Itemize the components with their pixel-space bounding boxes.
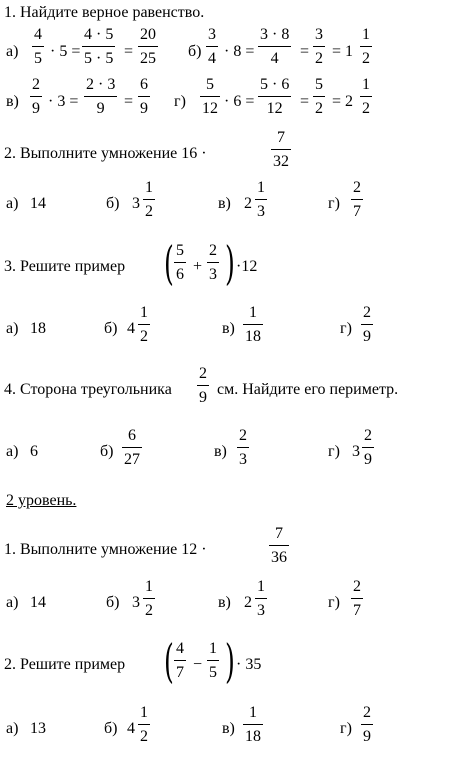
left-paren: ( [164, 634, 174, 688]
denominator: 18 [245, 728, 261, 745]
expr-text: = [124, 43, 134, 60]
numerator: 5 [206, 76, 214, 93]
numerator: 4 · 5 [84, 26, 114, 43]
denominator: 3 [257, 203, 265, 220]
fraction [138, 305, 150, 345]
option-label: в) [222, 320, 235, 337]
denominator: 32 [273, 153, 289, 170]
denominator: 9 [363, 328, 371, 345]
denominator: 7 [353, 602, 361, 619]
numerator: 3 [315, 26, 323, 43]
denominator: 2 [315, 100, 323, 117]
numerator: 7 [275, 525, 283, 542]
fraction [30, 77, 42, 117]
whole-part: 3 [132, 594, 140, 611]
expr-text: = [124, 93, 134, 110]
option-label: б) [106, 594, 120, 611]
numerator: 1 [257, 578, 265, 595]
option-label: б) [104, 320, 118, 337]
option-label: а) [6, 443, 19, 460]
denominator: 36 [271, 549, 287, 566]
fraction [351, 579, 363, 619]
expr-tail: · 35 [236, 656, 262, 673]
q2-title: 2. Выполните умножение 16 · [4, 145, 207, 162]
right-paren: ) [225, 236, 235, 290]
numerator: 1 [362, 76, 370, 93]
numerator: 2 [353, 578, 361, 595]
denominator: 9 [96, 100, 105, 117]
option-label: г) [174, 93, 186, 110]
fraction [143, 579, 155, 619]
denominator: 2 [140, 328, 148, 345]
numerator: 1 [249, 704, 257, 721]
fraction [255, 579, 267, 619]
fraction [122, 428, 142, 468]
fraction [237, 428, 249, 468]
right-paren: ) [225, 634, 235, 688]
numerator: 2 [363, 304, 371, 321]
denominator: 9 [140, 100, 148, 117]
fraction [138, 77, 150, 117]
numerator: 5 [176, 242, 184, 259]
q3-title: 3. Решите пример [4, 258, 126, 275]
fraction [258, 27, 291, 67]
option-label: а) [6, 594, 19, 611]
expr-text: = 2 [332, 93, 354, 110]
numerator: 3 · 8 [260, 26, 290, 43]
whole-part: 4 [127, 720, 135, 737]
fraction [82, 27, 115, 67]
answer-value: 6 [30, 443, 38, 460]
numerator: 2 [239, 427, 247, 444]
fraction [313, 77, 325, 117]
denominator: 3 [257, 602, 265, 619]
expr-tail: ·12 [236, 258, 258, 275]
denominator: 2 [362, 50, 370, 67]
answer-value: 13 [30, 720, 46, 737]
option-label: в) [222, 720, 235, 737]
numerator: 5 [315, 76, 323, 93]
fraction [138, 705, 150, 745]
numerator: 1 [140, 704, 148, 721]
expr-text: · 3 = [48, 93, 79, 110]
option-label: б) [100, 443, 114, 460]
numerator: 1 [145, 179, 153, 196]
denominator: 9 [364, 451, 372, 468]
denominator: 3 [209, 266, 217, 283]
denominator: 2 [315, 50, 323, 67]
numerator: 2 [364, 427, 372, 444]
fraction [255, 180, 267, 220]
option-label: г) [340, 320, 352, 337]
option-label: а) [6, 43, 19, 60]
fraction [32, 27, 44, 67]
denominator: 9 [363, 728, 371, 745]
fraction [207, 641, 219, 681]
expr-text: · 8 = [224, 43, 255, 60]
numerator: 1 [209, 640, 217, 657]
expr-text: = [300, 43, 310, 60]
numerator: 1 [249, 304, 257, 321]
numerator: 2 [32, 76, 40, 93]
answer-value: 18 [30, 320, 46, 337]
numerator: 1 [362, 26, 370, 43]
denominator: 9 [32, 100, 40, 117]
denominator: 5 [209, 664, 217, 681]
fraction [361, 705, 373, 745]
numerator: 6 [140, 76, 148, 93]
denominator: 7 [176, 664, 184, 681]
option-label: в) [218, 594, 231, 611]
option-label: а) [6, 320, 19, 337]
fraction [313, 27, 325, 67]
fraction [207, 243, 219, 283]
option-label: г) [328, 443, 340, 460]
option-label: б) [188, 43, 202, 60]
denominator: 25 [140, 50, 156, 67]
fraction [243, 705, 263, 745]
fraction [200, 77, 220, 117]
fraction [360, 27, 372, 67]
fraction [143, 180, 155, 220]
q4-title: 4. Сторона треугольника [4, 381, 172, 398]
operator: − [193, 656, 203, 673]
fraction [258, 77, 291, 117]
answer-value: 14 [30, 594, 46, 611]
fraction [361, 305, 373, 345]
numerator: 2 [199, 365, 207, 382]
numerator: 4 [176, 640, 184, 657]
whole-part: 2 [244, 594, 252, 611]
fraction [351, 180, 363, 220]
denominator: 2 [362, 100, 370, 117]
answer-value: 14 [30, 195, 46, 212]
l2-q2-title: 2. Решите пример [4, 656, 126, 673]
denominator: 5 [34, 50, 42, 67]
option-label: в) [6, 93, 19, 110]
denominator: 2 [145, 203, 153, 220]
numerator: 2 [353, 179, 361, 196]
option-label: а) [6, 195, 19, 212]
fraction [174, 641, 186, 681]
fraction [138, 27, 158, 67]
numerator: 20 [140, 26, 156, 43]
fraction [271, 130, 291, 170]
numerator: 1 [257, 179, 265, 196]
fraction [243, 305, 263, 345]
denominator: 6 [176, 266, 184, 283]
fraction [269, 526, 289, 566]
option-label: а) [6, 720, 19, 737]
option-label: б) [104, 720, 118, 737]
fraction [362, 428, 374, 468]
denominator: 12 [202, 100, 218, 117]
numerator: 4 [34, 26, 42, 43]
denominator: 4 [270, 50, 279, 67]
numerator: 1 [145, 578, 153, 595]
whole-part: 3 [132, 195, 140, 212]
denominator: 18 [245, 328, 261, 345]
whole-part: 2 [244, 195, 252, 212]
numerator: 2 [209, 242, 217, 259]
denominator: 3 [239, 451, 247, 468]
fraction [197, 366, 209, 406]
q1-title: 1. Найдите верное равенство. [4, 4, 205, 21]
level2-heading: 2 уровень. [6, 492, 77, 509]
denominator: 2 [145, 602, 153, 619]
fraction [360, 77, 372, 117]
l2-q1-title: 1. Выполните умножение 12 · [4, 541, 207, 558]
denominator: 2 [140, 728, 148, 745]
whole-part: 3 [352, 443, 360, 460]
fraction [84, 77, 117, 117]
numerator: 3 [208, 26, 216, 43]
numerator: 5 · 6 [260, 76, 290, 93]
numerator: 2 · 3 [86, 76, 116, 93]
denominator: 4 [208, 50, 216, 67]
denominator: 12 [266, 100, 283, 117]
option-label: г) [328, 195, 340, 212]
expr-text: = [300, 93, 310, 110]
numerator: 7 [277, 129, 285, 146]
fraction [174, 243, 186, 283]
denominator: 5 · 5 [84, 50, 114, 67]
denominator: 27 [124, 451, 140, 468]
option-label: г) [328, 594, 340, 611]
numerator: 1 [140, 304, 148, 321]
option-label: в) [214, 443, 227, 460]
option-label: в) [218, 195, 231, 212]
expr-text: · 6 = [224, 93, 255, 110]
fraction [206, 27, 218, 67]
expr-text: · 5 = [50, 43, 81, 60]
numerator: 6 [128, 427, 136, 444]
whole-part: 4 [127, 320, 135, 337]
left-paren: ( [164, 236, 174, 290]
operator: + [193, 258, 203, 275]
option-label: г) [340, 720, 352, 737]
option-label: б) [106, 195, 120, 212]
denominator: 9 [199, 389, 207, 406]
expr-text: = 1 [332, 43, 354, 60]
numerator: 2 [363, 704, 371, 721]
denominator: 7 [353, 203, 361, 220]
q4-title-rest: см. Найдите его периметр. [217, 381, 399, 398]
